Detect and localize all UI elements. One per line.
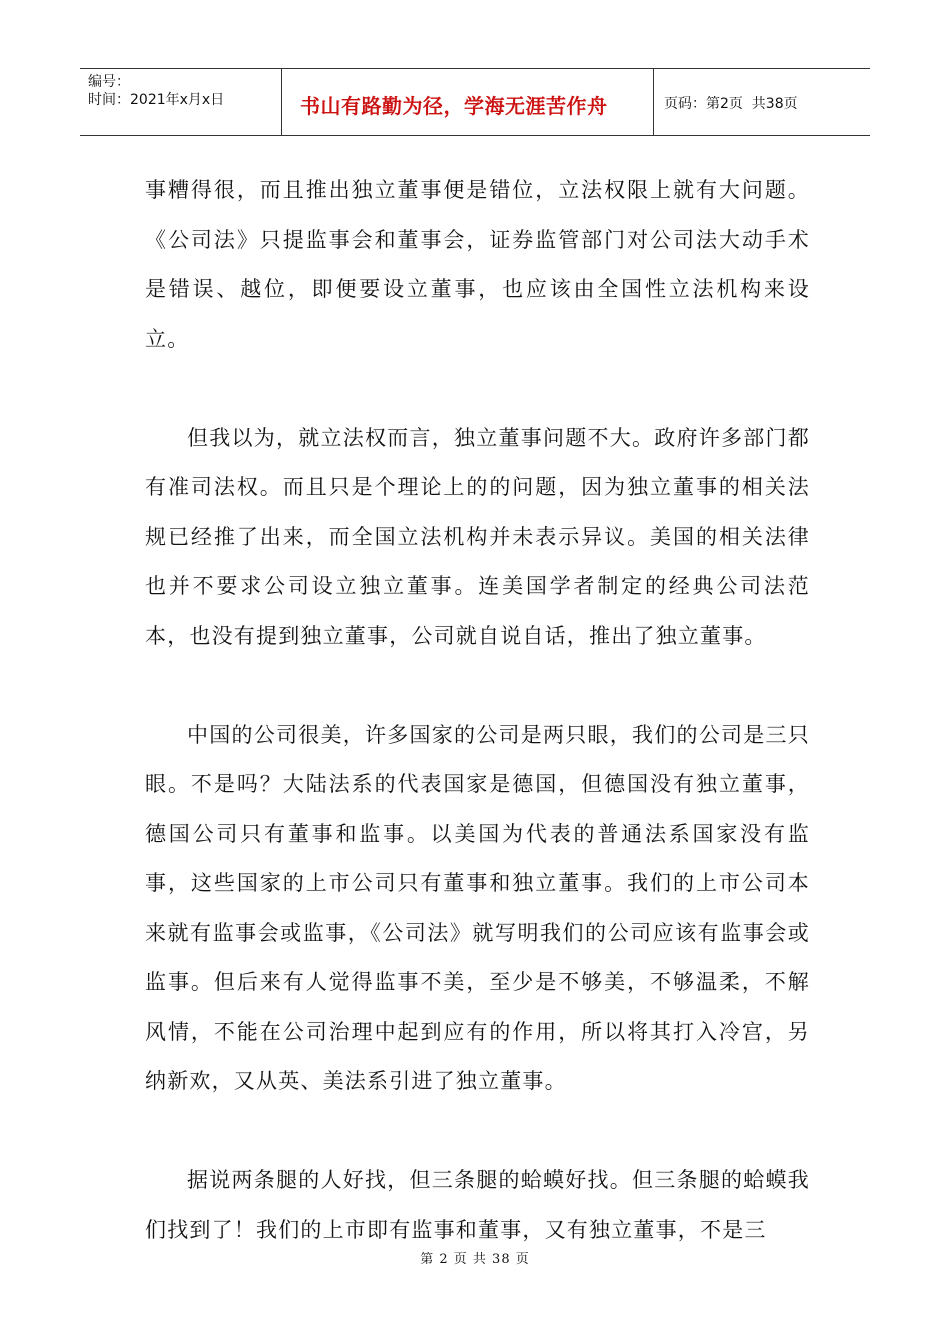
document-header: [80, 68, 870, 136]
header-meta-cell: [80, 69, 282, 135]
paragraph: 但我以为，就立法权而言，独立董事问题不大。政府许多部门都有准司法权。而且只是个理论上的的问题，因为独立董事的相关法规已经推了出来，而全国立法机构并未表示异议。美国的相关法律也并不要求公司设立独立董事。连美国学者制定的经典公司法范本，也没有提到独立董事，公司就自说自话，推出了独立董事。: [145, 425, 810, 648]
document-body: [145, 166, 810, 1255]
page-footer: 第 2 页 共 38 页: [420, 1252, 530, 1267]
header-page-info: 页码：第2页 共38页: [664, 96, 798, 112]
header-motto: 书山有路勤为径，学海无涯苦作舟: [300, 93, 608, 118]
header-page-cell: [654, 69, 870, 135]
document-number-label: 编号：: [88, 74, 130, 90]
paragraph: 据说两条腿的人好找，但三条腿的蛤蟆好找。但三条腿的蛤蟆我们找到了！我们的上市即有监事和董事，又有独立董事，不是三: [145, 1168, 810, 1242]
paragraph-continued: 事糟得很，而且推出独立董事便是错位，立法权限上就有大问题。《公司法》只提监事会和董事会，证券监管部门对公司法大动手术是错误、越位，即便要设立董事，也应该由全国性立法机构来设立。: [145, 178, 810, 351]
paragraph: 中国的公司很美，许多国家的公司是两只眼，我们的公司是三只眼。不是吗？大陆法系的代表国家是德国，但德国没有独立董事，德国公司只有董事和监事。以美国为代表的普通法系国家没有监事，这些国家的上市公司只有董事和独立董事。我们的上市公司本来就有监事会或监事，《公司法》就写明我们的公司应该有监事会或监事。但后来有人觉得监事不美，至少是不够美，不够温柔，不解风情，不能在公司治理中起到应有的作用，所以将其打入冷宫，另纳新欢，又从英、美法系引进了独立董事。: [145, 722, 810, 1093]
document-time-label: 时间：2021年x月x日: [88, 92, 225, 108]
header-motto-cell: [282, 69, 654, 135]
